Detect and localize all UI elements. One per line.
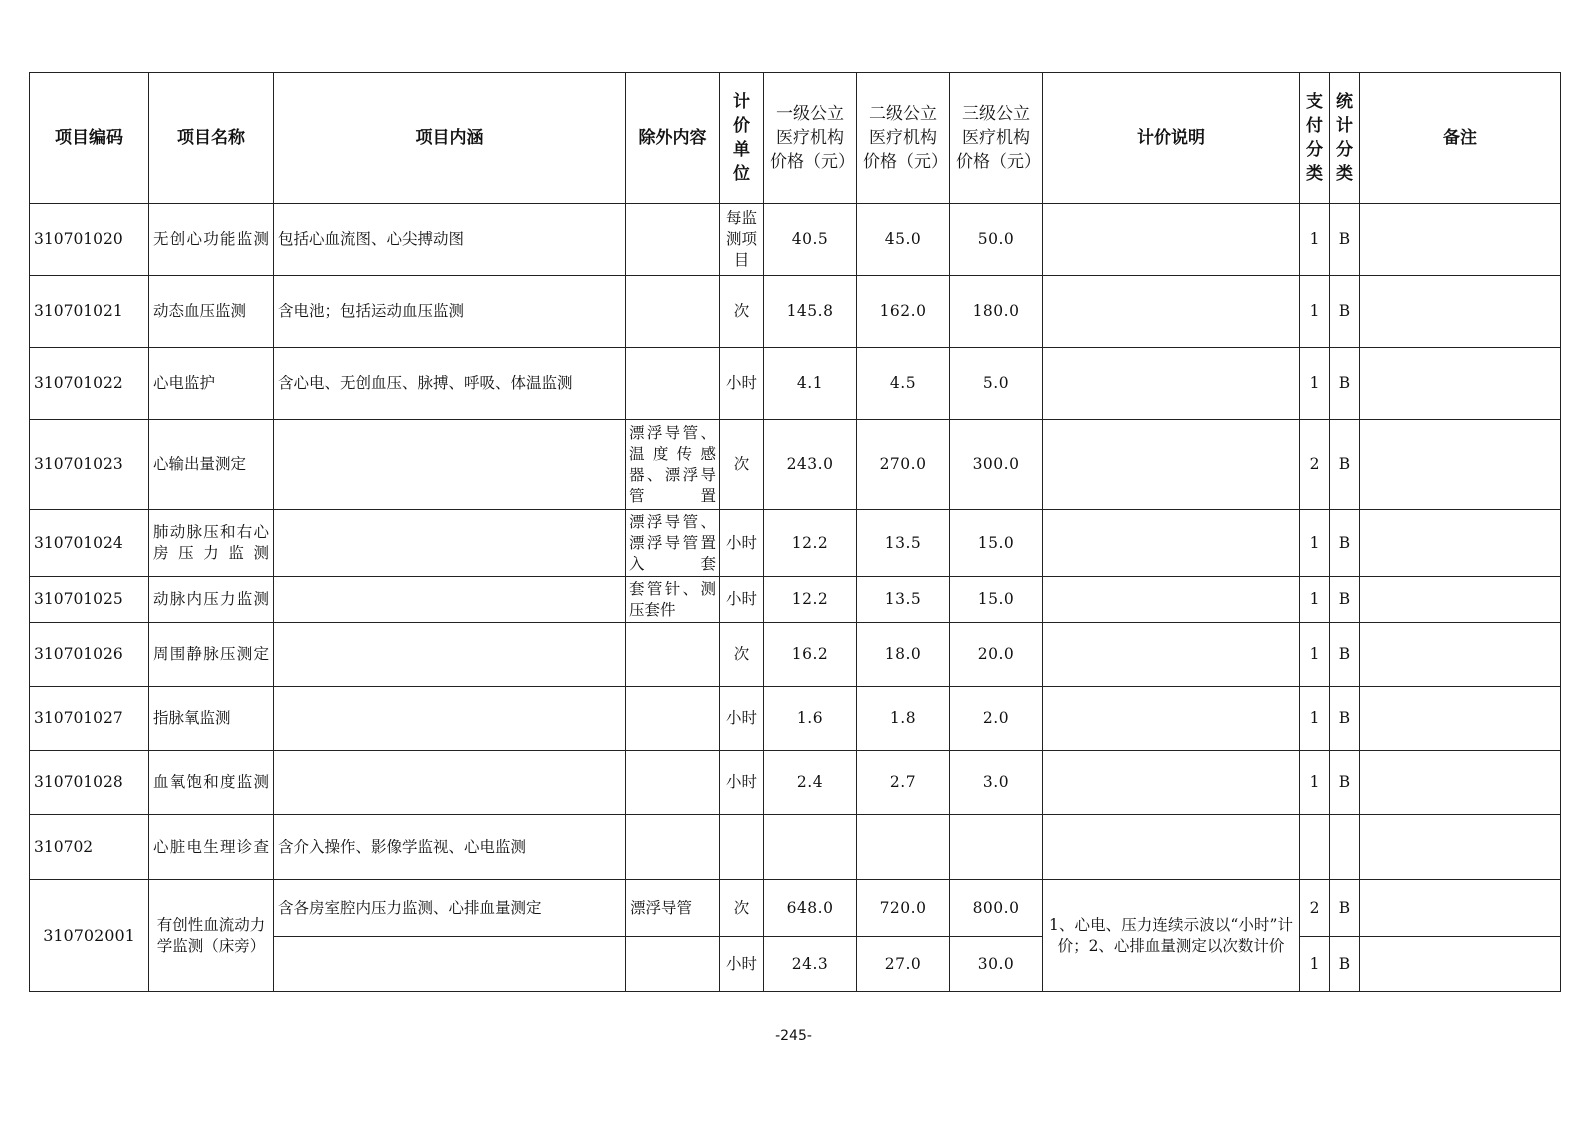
cell-stat: B — [1330, 420, 1360, 510]
cell-stat: B — [1330, 687, 1360, 751]
cell-pay: 1 — [1300, 276, 1330, 348]
cell-pay: 2 — [1300, 420, 1330, 510]
cell-remark — [1360, 204, 1561, 276]
cell-price2: 27.0 — [857, 937, 950, 992]
table-row — [30, 510, 1561, 577]
cell-price1: 2.4 — [764, 751, 857, 815]
cell-price3: 5.0 — [950, 348, 1043, 420]
cell-price2: 4.5 — [857, 348, 950, 420]
cell-excluded — [626, 751, 720, 815]
cell-note — [1043, 510, 1300, 577]
cell-excluded — [626, 204, 720, 276]
cell-pay — [1300, 815, 1330, 880]
cell-code: 310701021 — [30, 276, 149, 348]
cell-unit: 次 — [720, 880, 764, 937]
cell-pay: 2 — [1300, 880, 1330, 937]
cell-price3: 3.0 — [950, 751, 1043, 815]
cell-note — [1043, 815, 1300, 880]
cell-unit: 小时 — [720, 687, 764, 751]
cell-price2: 2.7 — [857, 751, 950, 815]
cell-stat: B — [1330, 577, 1360, 623]
cell-code: 310701025 — [30, 577, 149, 623]
table-row — [30, 751, 1561, 815]
cell-unit: 小时 — [720, 348, 764, 420]
cell-price2: 18.0 — [857, 623, 950, 687]
cell-name: 血氧饱和度监测 — [149, 751, 274, 815]
cell-name: 心电监护 — [149, 348, 274, 420]
table-row — [30, 623, 1561, 687]
cell-remark — [1360, 276, 1561, 348]
cell-code: 310702001 — [30, 880, 149, 992]
cell-excluded — [626, 815, 720, 880]
cell-name: 心脏电生理诊查 — [149, 815, 274, 880]
cell-pay: 1 — [1300, 510, 1330, 577]
cell-price3: 800.0 — [950, 880, 1043, 937]
header-price2: 二级公立医疗机构价格（元） — [857, 73, 950, 204]
cell-name: 周围静脉压测定 — [149, 623, 274, 687]
cell-unit: 次 — [720, 276, 764, 348]
cell-excluded — [626, 937, 720, 992]
cell-remark — [1360, 751, 1561, 815]
table-row — [30, 204, 1561, 276]
header-note: 计价说明 — [1043, 73, 1300, 204]
cell-code: 310701024 — [30, 510, 149, 577]
cell-name: 心输出量测定 — [149, 420, 274, 510]
cell-pay: 1 — [1300, 687, 1330, 751]
header-row — [30, 73, 1561, 204]
cell-price1: 648.0 — [764, 880, 857, 937]
cell-content — [274, 510, 626, 577]
cell-stat: B — [1330, 510, 1360, 577]
cell-unit: 小时 — [720, 577, 764, 623]
cell-stat: B — [1330, 937, 1360, 992]
cell-remark — [1360, 577, 1561, 623]
cell-price3: 180.0 — [950, 276, 1043, 348]
cell-unit: 小时 — [720, 510, 764, 577]
cell-content: 含介入操作、影像学监视、心电监测 — [274, 815, 626, 880]
cell-note — [1043, 623, 1300, 687]
cell-name: 动态血压监测 — [149, 276, 274, 348]
cell-price2: 1.8 — [857, 687, 950, 751]
cell-content: 含电池；包括运动血压监测 — [274, 276, 626, 348]
cell-excluded: 漂浮导管、温度传感器、漂浮导管置 — [626, 420, 720, 510]
cell-note: 1、心电、压力连续示波以“小时”计价；2、心排血量测定以次数计价 — [1043, 880, 1300, 992]
table-row — [30, 276, 1561, 348]
cell-unit — [720, 815, 764, 880]
cell-remark — [1360, 623, 1561, 687]
cell-code: 310701022 — [30, 348, 149, 420]
header-stat: 统计分类 — [1330, 73, 1360, 204]
cell-price3: 300.0 — [950, 420, 1043, 510]
cell-price1: 145.8 — [764, 276, 857, 348]
cell-excluded: 漂浮导管 — [626, 880, 720, 937]
cell-price2: 162.0 — [857, 276, 950, 348]
cell-excluded: 漂浮导管、漂浮导管置入套 — [626, 510, 720, 577]
cell-note — [1043, 751, 1300, 815]
cell-note — [1043, 687, 1300, 751]
header-remark: 备注 — [1360, 73, 1561, 204]
header-name: 项目名称 — [149, 73, 274, 204]
cell-price1: 16.2 — [764, 623, 857, 687]
cell-price1: 1.6 — [764, 687, 857, 751]
cell-content — [274, 687, 626, 751]
cell-excluded — [626, 623, 720, 687]
cell-unit: 每监测项目 — [720, 204, 764, 276]
cell-note — [1043, 204, 1300, 276]
cell-name: 有创性血流动力学监测（床旁） — [149, 880, 274, 992]
cell-pay: 1 — [1300, 751, 1330, 815]
cell-note — [1043, 276, 1300, 348]
cell-content: 包括心血流图、心尖搏动图 — [274, 204, 626, 276]
cell-code: 310701020 — [30, 204, 149, 276]
cell-price2: 13.5 — [857, 577, 950, 623]
header-unit: 计价单位 — [720, 73, 764, 204]
cell-note — [1043, 420, 1300, 510]
table-row — [30, 687, 1561, 751]
cell-price3: 50.0 — [950, 204, 1043, 276]
cell-code: 310701028 — [30, 751, 149, 815]
cell-remark — [1360, 510, 1561, 577]
page-number: -245- — [775, 1028, 812, 1044]
cell-note — [1043, 577, 1300, 623]
cell-content — [274, 937, 626, 992]
table-row — [30, 815, 1561, 880]
header-price3: 三级公立医疗机构价格（元） — [950, 73, 1043, 204]
cell-price3: 30.0 — [950, 937, 1043, 992]
table-row — [30, 880, 1561, 937]
cell-price3: 20.0 — [950, 623, 1043, 687]
cell-price3 — [950, 815, 1043, 880]
cell-excluded: 套管针、测压套件 — [626, 577, 720, 623]
cell-price1: 24.3 — [764, 937, 857, 992]
cell-code: 310701023 — [30, 420, 149, 510]
cell-price2: 45.0 — [857, 204, 950, 276]
header-excluded: 除外内容 — [626, 73, 720, 204]
cell-remark — [1360, 937, 1561, 992]
cell-price1: 4.1 — [764, 348, 857, 420]
header-code: 项目编码 — [30, 73, 149, 204]
cell-content — [274, 577, 626, 623]
cell-content — [274, 420, 626, 510]
header-pay: 支付分类 — [1300, 73, 1330, 204]
fee-table — [29, 72, 1561, 992]
cell-pay: 1 — [1300, 937, 1330, 992]
cell-stat — [1330, 815, 1360, 880]
cell-note — [1043, 348, 1300, 420]
cell-code: 310701026 — [30, 623, 149, 687]
cell-price1: 12.2 — [764, 510, 857, 577]
cell-excluded — [626, 687, 720, 751]
cell-code: 310701027 — [30, 687, 149, 751]
cell-excluded — [626, 348, 720, 420]
cell-price2: 270.0 — [857, 420, 950, 510]
cell-price3: 15.0 — [950, 510, 1043, 577]
cell-price2: 720.0 — [857, 880, 950, 937]
header-content: 项目内涵 — [274, 73, 626, 204]
cell-stat: B — [1330, 880, 1360, 937]
cell-price1 — [764, 815, 857, 880]
cell-stat: B — [1330, 348, 1360, 420]
cell-price2: 13.5 — [857, 510, 950, 577]
cell-name: 无创心功能监测 — [149, 204, 274, 276]
cell-price3: 2.0 — [950, 687, 1043, 751]
cell-excluded — [626, 276, 720, 348]
cell-price1: 243.0 — [764, 420, 857, 510]
cell-content — [274, 751, 626, 815]
cell-content — [274, 623, 626, 687]
cell-remark — [1360, 348, 1561, 420]
table-row — [30, 420, 1561, 510]
cell-price2 — [857, 815, 950, 880]
cell-unit: 次 — [720, 623, 764, 687]
cell-pay: 1 — [1300, 577, 1330, 623]
cell-stat: B — [1330, 276, 1360, 348]
cell-remark — [1360, 815, 1561, 880]
table-row — [30, 577, 1561, 623]
cell-price3: 15.0 — [950, 577, 1043, 623]
cell-pay: 1 — [1300, 623, 1330, 687]
cell-price1: 12.2 — [764, 577, 857, 623]
cell-price1: 40.5 — [764, 204, 857, 276]
cell-content: 含各房室腔内压力监测、心排血量测定 — [274, 880, 626, 937]
cell-remark — [1360, 687, 1561, 751]
cell-unit: 小时 — [720, 751, 764, 815]
cell-unit: 次 — [720, 420, 764, 510]
table-row — [30, 348, 1561, 420]
cell-code: 310702 — [30, 815, 149, 880]
cell-content: 含心电、无创血压、脉搏、呼吸、体温监测 — [274, 348, 626, 420]
cell-name: 肺动脉压和右心房压力监测 — [149, 510, 274, 577]
cell-stat: B — [1330, 751, 1360, 815]
cell-stat: B — [1330, 204, 1360, 276]
cell-stat: B — [1330, 623, 1360, 687]
header-price1: 一级公立医疗机构价格（元） — [764, 73, 857, 204]
cell-remark — [1360, 880, 1561, 937]
cell-pay: 1 — [1300, 348, 1330, 420]
cell-remark — [1360, 420, 1561, 510]
cell-name: 指脉氧监测 — [149, 687, 274, 751]
cell-pay: 1 — [1300, 204, 1330, 276]
cell-unit: 小时 — [720, 937, 764, 992]
cell-name: 动脉内压力监测 — [149, 577, 274, 623]
